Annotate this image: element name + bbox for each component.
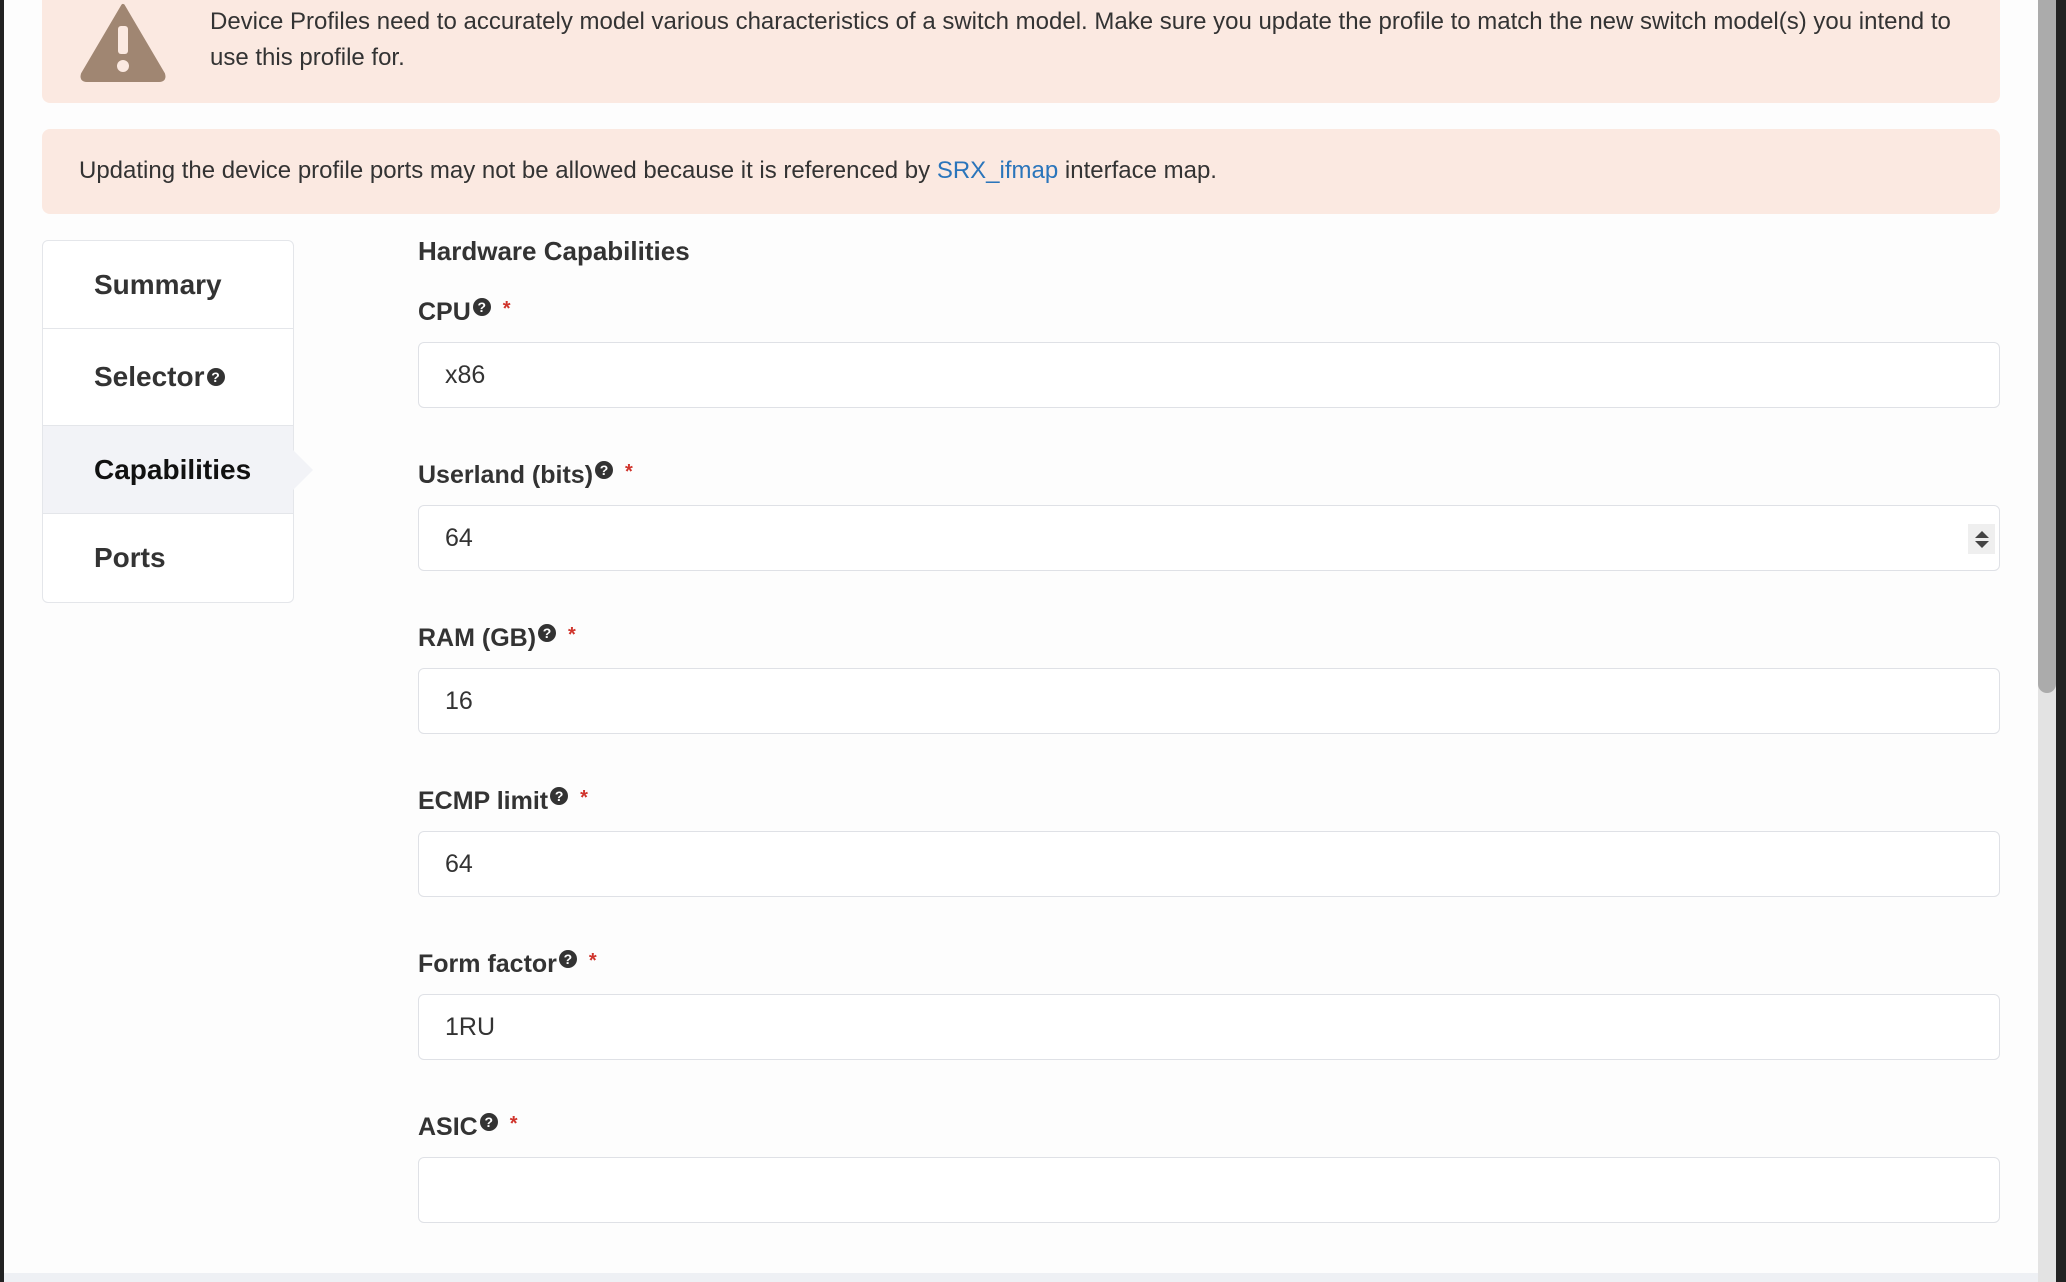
scrollbar-thumb[interactable]: [2038, 0, 2056, 693]
footer-divider: [4, 1273, 2038, 1282]
tab-label: Capabilities: [94, 453, 252, 485]
ecmp-input[interactable]: [418, 831, 2000, 897]
tab-label: Summary: [94, 268, 222, 300]
required-mark: *: [580, 787, 588, 809]
required-mark: *: [568, 624, 576, 646]
userland-field: [418, 443, 2000, 571]
input-value: 1RU: [445, 1012, 496, 1041]
required-mark: *: [509, 1113, 518, 1135]
profile-tabs: [42, 240, 294, 603]
ram-input[interactable]: [418, 668, 2000, 734]
input-value: 64: [445, 523, 473, 552]
asic-field: [418, 1095, 2000, 1223]
tab-label: Ports: [94, 542, 166, 573]
ram-field: [418, 606, 2000, 734]
ecmp-field: [418, 769, 2000, 897]
section-title: Hardware Capabilities: [418, 236, 690, 266]
tab-ports[interactable]: [43, 514, 293, 602]
tab-capabilities[interactable]: [43, 426, 293, 514]
decrement-icon[interactable]: [1975, 541, 1989, 548]
userland-input[interactable]: [418, 505, 2000, 571]
warning-text: Device Profiles need to accurately model various characteristics of a switch model. Make sure you update the profile to match the new switch model(s) you intend to use this profile for.: [210, 8, 1951, 71]
number-stepper[interactable]: [1968, 524, 1995, 554]
help-icon[interactable]: ?: [473, 298, 491, 316]
field-label: ECMP limit: [418, 787, 549, 815]
field-label: Userland (bits): [418, 461, 594, 489]
field-label: ASIC: [418, 1113, 478, 1141]
field-label: CPU: [418, 298, 471, 326]
ports-alert-text: Updating the device profile ports may not be allowed because it is referenced by: [79, 157, 937, 184]
cpu-input[interactable]: [418, 342, 2000, 408]
capabilities-form: [418, 236, 2000, 1258]
required-mark: *: [625, 461, 633, 483]
warning-alert: [42, 0, 2000, 103]
input-value: 16: [445, 686, 473, 715]
help-icon[interactable]: ?: [480, 1113, 498, 1131]
help-icon[interactable]: ?: [207, 368, 225, 386]
increment-icon[interactable]: [1975, 531, 1989, 538]
ports-alert-suffix: interface map.: [1058, 157, 1217, 184]
input-value: x86: [445, 360, 486, 389]
required-mark: *: [588, 950, 597, 972]
ports-alert: [42, 129, 2000, 214]
help-icon[interactable]: ?: [559, 950, 577, 968]
form-factor-input[interactable]: [418, 994, 2000, 1060]
tab-selector[interactable]: [43, 329, 293, 426]
help-icon[interactable]: ?: [595, 461, 613, 479]
window-edge-right: [2056, 0, 2066, 1282]
field-label: Form factor: [418, 950, 557, 978]
field-label: RAM (GB): [418, 624, 537, 652]
help-icon[interactable]: ?: [538, 624, 556, 642]
tab-label: Selector: [94, 361, 205, 392]
form-factor-field: [418, 932, 2000, 1060]
required-mark: *: [502, 298, 511, 320]
interface-map-link[interactable]: SRX_ifmap: [936, 157, 1059, 184]
window-edge: [0, 0, 4, 1282]
cpu-field: [418, 280, 2000, 408]
asic-input[interactable]: [418, 1157, 2000, 1223]
warning-icon: [79, 2, 167, 82]
input-value: 64: [445, 849, 473, 878]
tab-summary[interactable]: [43, 241, 293, 329]
help-icon[interactable]: ?: [550, 787, 568, 805]
